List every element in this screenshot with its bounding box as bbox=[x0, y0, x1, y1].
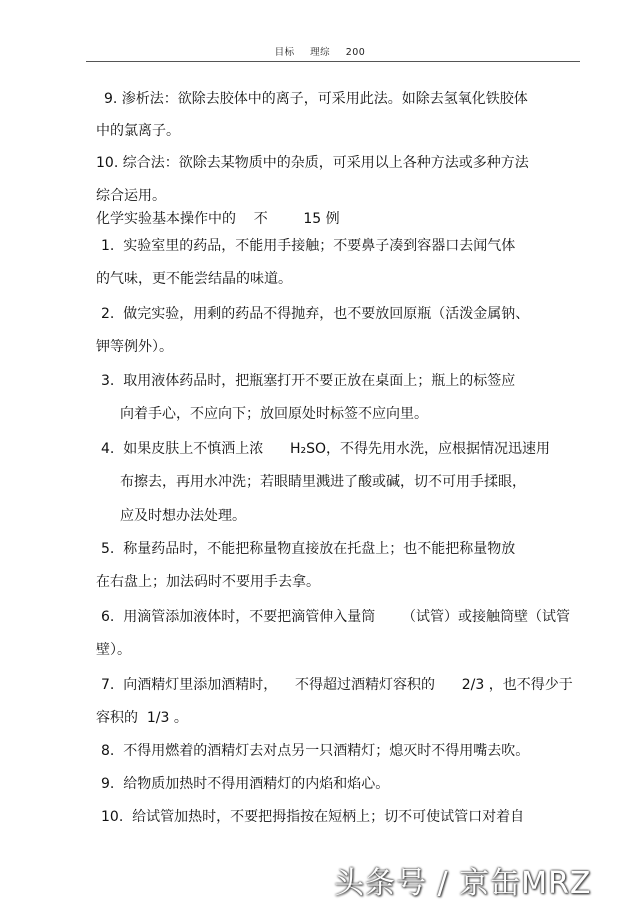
header-rule bbox=[86, 61, 580, 62]
text-line: 7. 向酒精灯里添加酒精时， 不得超过酒精灯容积的 2/3 ，也不得少于 bbox=[101, 677, 573, 693]
page-header bbox=[0, 44, 640, 58]
text-line: 壁）。 bbox=[96, 642, 131, 658]
text-line: 2. 做完实验，用剩的药品不得抛弃，也不要放回原瓶（活泼金属钠、 bbox=[101, 306, 530, 322]
text-line: 布擦去，再用水冲洗；若眼睛里溅进了酸或碱，切不可用手揉眼， bbox=[120, 474, 526, 490]
text-line: 钾等例外）。 bbox=[96, 339, 173, 355]
text-line: 6. 用滴管添加液体时，不要把滴管伸入量筒 （试管）或接触筒壁（试管 bbox=[101, 609, 570, 625]
text-line: 的气味，更不能尝结晶的味道。 bbox=[96, 271, 292, 287]
text-line: 3. 取用液体药品时，把瓶塞打开不要正放在桌面上；瓶上的标签应 bbox=[101, 373, 516, 389]
text-line: 综合运用。 bbox=[96, 188, 166, 204]
text-line: 向着手心，不应向下；放回原处时标签不应向里。 bbox=[120, 406, 428, 422]
text-line: 4. 如果皮肤上不慎洒上浓 H₂SO，不得先用水洗，应根据情况迅速用 bbox=[101, 441, 551, 457]
text-line: 8. 不得用燃着的酒精灯去对点另一只酒精灯；熄灭时不得用嘴去吹。 bbox=[101, 743, 530, 759]
text-line: 10. 给试管加热时，不要把拇指按在短柄上；切不可使试管口对着自 bbox=[101, 809, 525, 825]
text-line: 在右盘上；加法码时不要用手去拿。 bbox=[96, 574, 320, 590]
text-line: 9. 渗析法：欲除去胶体中的离子，可采用此法。如除去氢氧化铁胶体 bbox=[104, 91, 528, 107]
text-line: 1. 实验室里的药品，不能用手接触；不要鼻子凑到容器口去闻气体 bbox=[101, 238, 516, 254]
header-subject: 理综 bbox=[310, 47, 331, 58]
text-line: 应及时想办法处理。 bbox=[120, 508, 246, 524]
watermark: 头条号 / 京缶MRZ bbox=[334, 866, 592, 901]
text-line: 10. 综合法：欲除去某物质中的杂质，可采用以上各种方法或多种方法 bbox=[96, 155, 529, 171]
section-title: 化学实验基本操作中的 不 15 例 bbox=[96, 211, 340, 227]
text-line: 9. 给物质加热时不得用酒精灯的内焰和焰心。 bbox=[101, 776, 390, 792]
text-line: 容积的 1/3 。 bbox=[96, 710, 188, 726]
text-line: 5. 称量药品时，不能把称量物直接放在托盘上；也不能把称量物放 bbox=[101, 541, 516, 557]
text-line: 中的氯离子。 bbox=[96, 123, 180, 139]
header-label: 目标 bbox=[274, 47, 295, 58]
header-number: 200 bbox=[345, 47, 366, 58]
